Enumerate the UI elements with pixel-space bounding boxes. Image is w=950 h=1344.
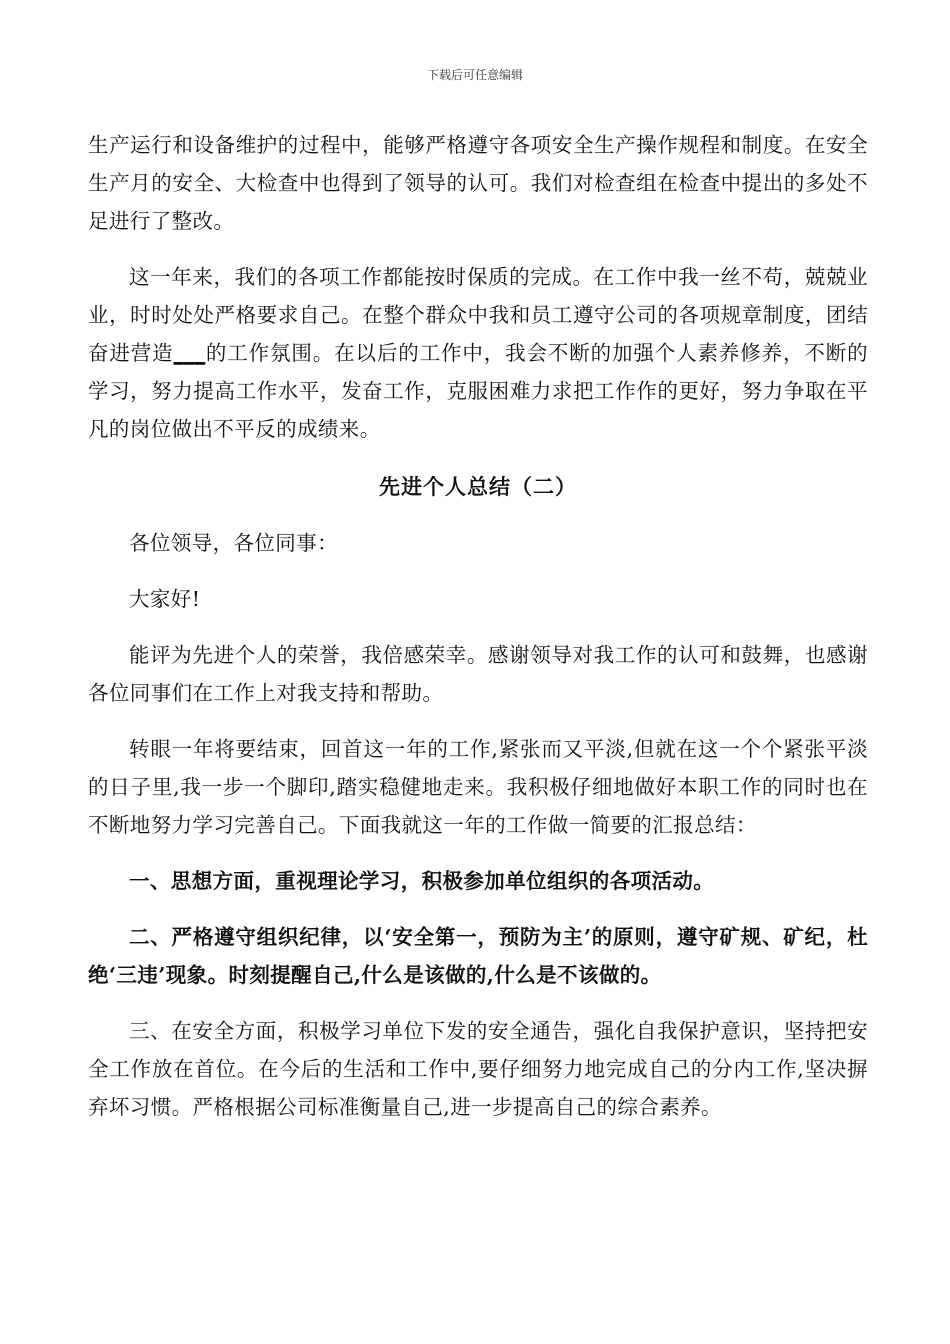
greeting: 大家好! <box>129 587 201 611</box>
section-title: 先进个人总结（二） <box>379 474 577 499</box>
paragraph-year-review <box>88 258 868 448</box>
heading-ideology: 一、思想方面，重视理论学习，积极参加单位组织的各项活动。 <box>129 869 715 893</box>
fill-in-blank: ___ <box>173 341 206 365</box>
heading-discipline: 二、严格遵守组织纪律，以‘安全第一，预防为主’的原则，遵守矿规、矿纪，杜绝‘三违’现象。时刻提醒自己,什么是该做的,什么是不该做的。 <box>88 925 868 987</box>
paragraph-year-review-part1: 这一年来，我们的各项工作都能按时保质的完成。在工作中我一丝不苟，兢兢业业，时时处处严格要求自己。在整个群众中我和员工遵守公司的各项规章制度，团结奋进营造 <box>88 265 868 365</box>
paragraph-honor: 能评为先进个人的荣誉，我倍感荣幸。感谢领导对我工作的认可和鼓舞，也感谢各位同事们在工作上对我支持和帮助。 <box>88 643 868 705</box>
paragraph-summary-intro: 转眼一年将要结束，回首这一年的工作,紧张而又平淡,但就在这一个个紧张平淡的日子里,我一步一个脚印,踏实稳健地走来。我积极仔细地做好本职工作的同时也在不断地努力学习完善自己。下面我就这一年的工作做一简要的汇报总结： <box>88 737 868 837</box>
paragraph-continuation: 生产运行和设备维护的过程中，能够严格遵守各项安全生产操作规程和制度。在安全生产月的安全、大检查中也得到了领导的认可。我们对检查组在检查中提出的多处不足进行了整改。 <box>88 133 868 233</box>
document-body <box>88 126 868 1126</box>
paragraph-year-review-part2: 的工作氛围。在以后的工作中，我会不断的加强个人素养修养，不断的学习，努力提高工作水平，发奋工作，克服困难力求把工作作的更好，努力争取在平凡的岗位做出不平反的成绩来。 <box>88 341 868 441</box>
page-header: 下载后可任意编辑 <box>426 68 523 82</box>
paragraph-safety: 三、在安全方面，积极学习单位下发的安全通告，强化自我保护意识，坚持把安全工作放在首位。在今后的生活和工作中,要仔细努力地完成自己的分内工作,坚决摒弃坏习惯。严格根据公司标准衡量自己,进一步提高自己的综合素养。 <box>88 1019 868 1119</box>
salutation: 各位领导，各位同事： <box>129 531 338 555</box>
